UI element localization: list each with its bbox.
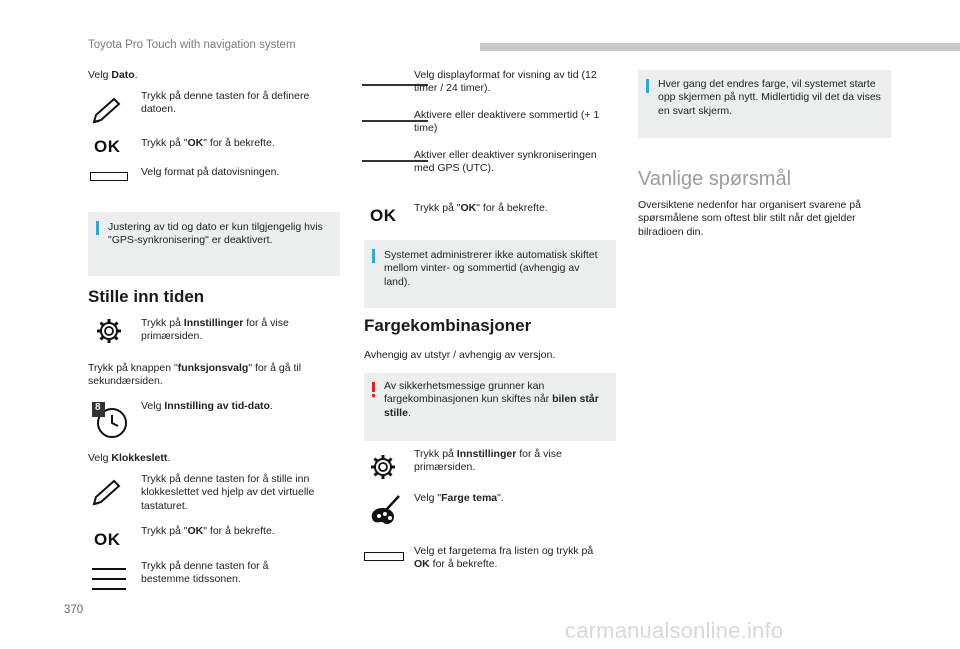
warning-box [364,373,616,441]
depends-text: Avhengig av utstyr / avhengig av versjon. [364,349,556,361]
gear-icon-2 [368,452,398,482]
format-instruction: Velg format på datovisningen. [141,166,280,178]
note-box-1 [88,212,340,276]
note-box-2 [364,240,616,308]
ok-icon-3: OK [370,206,397,225]
clock-instruction: Velg Innstilling av tid-dato. [141,400,273,412]
heading-fargekombinasjoner: Fargekombinasjoner [364,316,532,335]
gear-instruction-1: Trykk på Innstillinger for å vise primærsiden. [141,317,289,343]
list-instruction: Velg et fargetema fra listen og trykk på OK for å bekrefte. [414,545,594,571]
note-2-text: Systemet administrerer ikke automatisk skiftet mellom vinter- og sommertid (avhengig av land). [384,249,598,288]
gear-instruction-2: Trykk på Innstillinger for å vise primærsiden. [414,448,562,474]
timezone-instruction: Trykk på denne tasten for å bestemme tidssonen. [141,560,269,586]
info-icon-2 [372,249,375,263]
header-bar [480,43,960,51]
pencil-instruction-1: Trykk på denne tasten for å definere datoen. [141,90,310,116]
page-number: 370 [64,604,84,616]
summer-time-text: Aktivere eller deaktivere sommertid (+ 1 time) [414,109,600,135]
list-field-icon [364,552,404,561]
velg-klokkeslett-text: Velg Klokkeslett. [88,452,171,464]
note-box-3 [638,70,891,138]
warning-text: Av sikkerhetsmessige grunner kan fargekombinasjonen kun skiftes når bilen står stille. [384,380,599,419]
watermark: carmanualsonline.info [565,618,784,643]
faq-intro-text: Oversiktene nedenfor har organisert svarene på spørsmålene som oftest blir stilt når det gjelder bilradioen din. [638,199,861,238]
badge-8: 8 [95,402,101,413]
display-format-text: Velg displayformat for visning av tid (12 timer / 24 timer). [414,69,597,95]
theme-instruction: Velg "Farge tema". [414,492,504,504]
warning-icon [372,382,375,392]
pencil-icon-2 [90,478,124,508]
ok-instruction-1: Trykk på "OK" for å bekrefte. [141,137,275,149]
pencil-instruction-2: Trykk på denne tasten for å stille inn klokkeslettet ved hjelp av det virtuelle tastaturet. [141,473,315,512]
info-icon [96,221,99,235]
menu-lines-icon [92,566,126,592]
info-icon-3 [646,79,649,93]
palette-brush-icon [366,494,402,530]
warning-icon-dot [372,394,375,397]
format-field-icon [90,172,128,181]
velg-dato-text: Velg Dato. [88,69,138,81]
heading-stille-inn-tiden: Stille inn tiden [88,287,205,306]
pencil-icon [90,96,124,126]
ok-instruction-3: Trykk på "OK" for å bekrefte. [414,202,548,214]
note-1-text: Justering av tid og dato er kun tilgjengelig hvis "GPS-synkronisering" er deaktivert. [108,221,323,247]
running-header: Toyota Pro Touch with navigation system [88,39,296,51]
gps-sync-text: Aktiver eller deaktiver synkroniseringen med GPS (UTC). [414,149,597,175]
heading-vanlige-sporsmal: Vanlige spørsmål [638,168,792,190]
funksjonsvalg-text: Trykk på knappen "funksjonsvalg" for å gå til sekundærsiden. [88,362,302,388]
ok-instruction-2: Trykk på "OK" for å bekrefte. [141,525,275,537]
ok-icon-2: OK [94,530,121,549]
note-3-text: Hver gang det endres farge, vil systemet starte opp skjermen på nytt. Midlertidig vil det da vises en svart skjerm. [658,78,881,117]
ok-icon: OK [94,137,121,156]
gear-icon [94,316,124,346]
